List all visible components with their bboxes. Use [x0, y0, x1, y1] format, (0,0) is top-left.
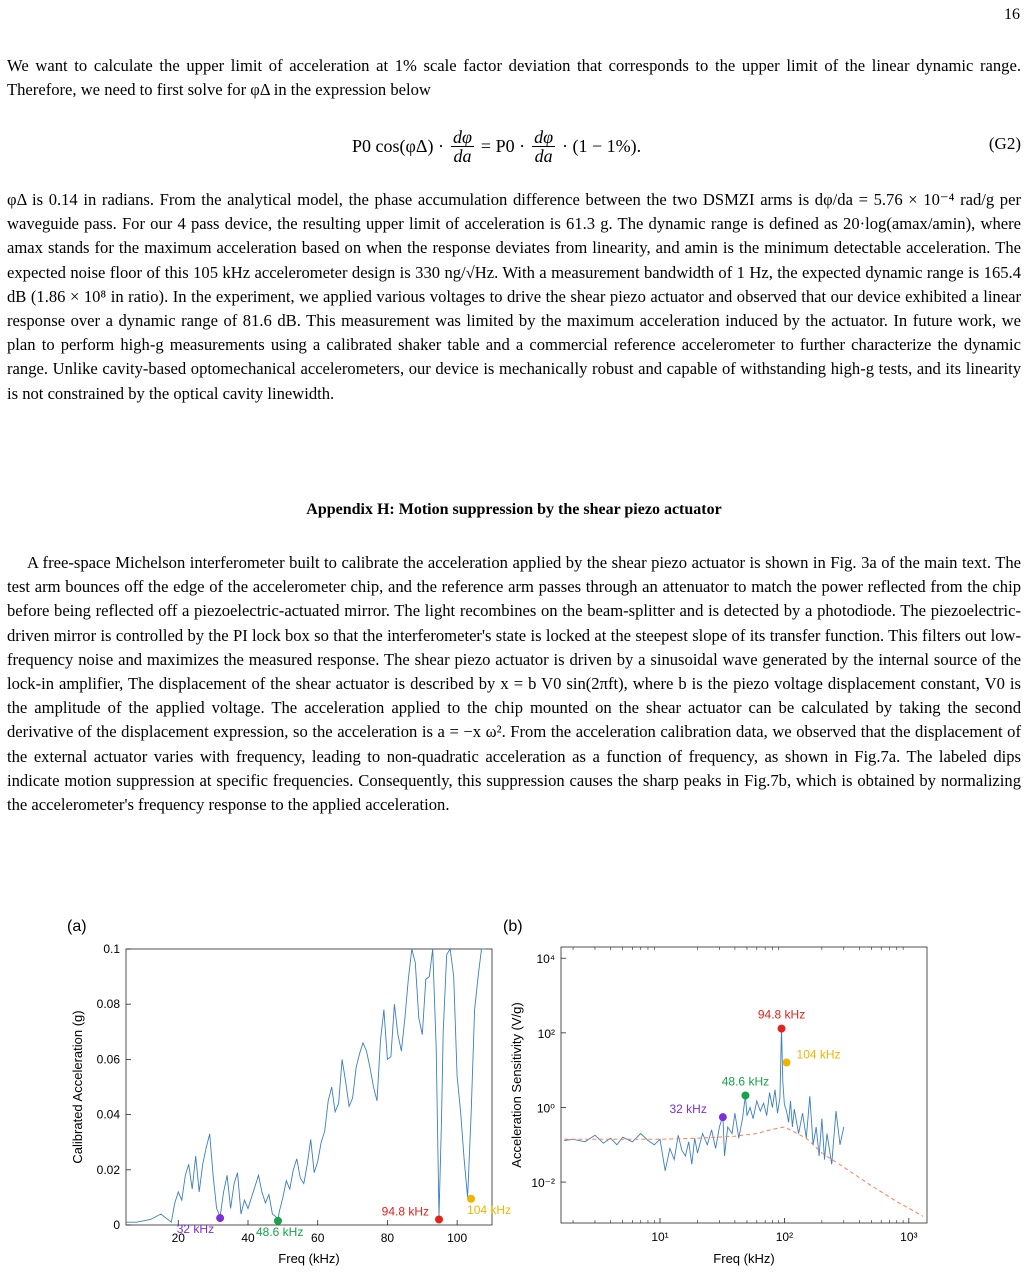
marker-label-a: 94.8 kHz	[381, 1204, 430, 1219]
x-tick-label-a: 80	[380, 1231, 395, 1245]
marker-b	[719, 1113, 727, 1121]
y-tick-label-b: 10²	[537, 1026, 555, 1041]
equation-g2	[0, 120, 1028, 172]
x-tick-label-a: 100	[447, 1231, 468, 1245]
y-tick-label-a: 0.08	[96, 997, 120, 1012]
panel-label-b: (b)	[503, 918, 523, 935]
marker-a	[435, 1215, 443, 1223]
marker-label-a: 48.6 kHz	[255, 1224, 304, 1239]
figure-7	[0, 905, 1028, 1280]
x-axis-label-a: Freq (kHz)	[278, 1251, 340, 1266]
y-tick-label-b: 10⁻²	[531, 1176, 555, 1191]
series-line-a	[126, 949, 485, 1222]
marker-a	[274, 1217, 282, 1225]
marker-label-b: 48.6 kHz	[721, 1074, 770, 1089]
marker-a	[216, 1214, 224, 1222]
fit-line-b	[564, 1127, 923, 1216]
fraction-numerator: dφ	[534, 127, 554, 147]
y-axis-label-b: Acceleration Sensitivity (V/g)	[509, 1002, 524, 1168]
fraction-denominator: da	[453, 146, 472, 166]
marker-label-b: 32 kHz	[669, 1102, 707, 1117]
fraction-denominator: da	[534, 146, 553, 166]
x-axis-label-b: Freq (kHz)	[713, 1251, 775, 1266]
equation-fraction-2	[532, 128, 555, 165]
page-number: 16	[1004, 6, 1020, 23]
marker-label-a: 104 kHz	[467, 1202, 512, 1217]
x-tick-label-a: 20	[171, 1231, 185, 1245]
paragraph-intro: We want to calculate the upper limit of acceleration at 1% scale factor deviation that corresponds to the upper limit of the linear dynamic range. Therefore, we need to first solve for φΔ in the expression below	[7, 56, 1021, 100]
y-tick-label-b: 10⁰	[536, 1101, 555, 1116]
marker-label-b: 104 kHz	[796, 1047, 841, 1062]
figure-7-svg	[0, 905, 1028, 1280]
y-tick-label-a: 0	[113, 1218, 120, 1232]
y-axis-label-a: Calibrated Acceleration (g)	[70, 1010, 85, 1164]
marker-label-b: 94.8 kHz	[757, 1007, 806, 1022]
marker-a	[467, 1195, 475, 1203]
paragraph-dynamic-range: φΔ is 0.14 in radians. From the analytical model, the phase accumulation difference between the two DSMZI arms is dφ/da = 5.76 × 10⁻⁴ rad/g per waveguide pass. For our 4 pass device, the resulting upper limit of acceleration is 61.3 g. The dynamic range is defined as 20·log(amax/amin), where amax stands for the maximum acceleration based on when the response deviates from linearity, and amin is the minimum detectable acceleration. The expected noise floor of this 105 kHz accelerometer design is 330 ng/√Hz. With a measurement bandwidth of 1 Hz, the expected dynamic range is 165.4 dB (1.86 × 10⁸ in ratio). In the experiment, we applied various voltages to drive the shear piezo actuator and observed that our device exhibited a linear response over a dynamic range of 81.6 dB. This measurement was limited by the maximum acceleration induced by the actuator. In future work, we plan to perform high-g measurements using a calibrated shaker table and a commercial reference accelerometer to further characterize the dynamic range. Unlike cavity-based optomechanical accelerometers, our device is mechanically robust and capable of withstanding high-g tests, and its linearity is not constrained by the optical cavity linewidth.	[7, 190, 1021, 403]
fraction-numerator: dφ	[452, 127, 472, 147]
y-tick-label-a: 0.1	[103, 942, 120, 956]
paragraph-motion-suppression: A free-space Michelson interferometer built to calibrate the acceleration applied by the shear piezo actuator is shown in Fig. 3a of the main text. The test arm bounces off the edge of the accelerometer chip, and the reference arm passes through an attenuator to match the power reflected from the chip before being reflected off a piezoelectric-actuated mirror. The light recombines on the beam-splitter and is detected by a photodiode. The piezoelectric-driven mirror is controlled by the PI lock box so that the interferometer's state is locked at the steepest slope of its transfer function. This filters out low-frequency noise and maximizes the measured response. The shear piezo actuator is driven by a sinusoidal wave generated by the internal source of the lock-in amplifier, The displacement of the shear actuator is described by x = b V0 sin(2πft), where b is the piezo voltage displacement constant, V0 is the amplitude of the applied voltage. The acceleration applied to the chip mounted on the shear actuator can be calculated by taking the second derivative of the displacement expression, so the acceleration is a = −x ω². From the acceleration calibration data, we observed that the displacement of the external actuator varies with frequency, leading to non-quadratic acceleration as a function of frequency, as shown in Fig.7a. The labeled dips indicate motion suppression at specific frequencies. Consequently, this suppression causes the sharp peaks in Fig.7b, which is obtained by normalizing the accelerometer's frequency response to the applied acceleration.	[7, 553, 1021, 815]
y-tick-label-a: 0.04	[96, 1107, 120, 1122]
y-tick-label-a: 0.06	[96, 1052, 120, 1067]
marker-b	[741, 1091, 749, 1099]
x-tick-label-b: 10²	[775, 1230, 794, 1244]
section-title: Appendix H: Motion suppression by the shear piezo actuator	[306, 501, 722, 518]
x-tick-label-a: 40	[241, 1231, 255, 1245]
panel-label-a: (a)	[67, 918, 87, 935]
equation-fraction-1	[451, 128, 474, 165]
equation-suffix: · (1 − 1%).	[562, 136, 642, 156]
x-tick-label-b: 10³	[900, 1230, 918, 1244]
y-tick-label-a: 0.02	[96, 1162, 120, 1177]
x-tick-label-b: 10¹	[651, 1230, 669, 1244]
equation-mid: = P0 ·	[480, 136, 526, 156]
equation-lhs: P0 cos(φΔ) ·	[352, 136, 444, 156]
equation-tag: (G2)	[988, 134, 1021, 153]
marker-b	[778, 1025, 786, 1033]
marker-label-a: 32 kHz	[176, 1222, 215, 1237]
x-tick-label-a: 60	[311, 1231, 325, 1245]
equation-body	[352, 128, 641, 165]
marker-b	[783, 1059, 791, 1067]
y-tick-label-b: 10⁴	[536, 952, 555, 967]
